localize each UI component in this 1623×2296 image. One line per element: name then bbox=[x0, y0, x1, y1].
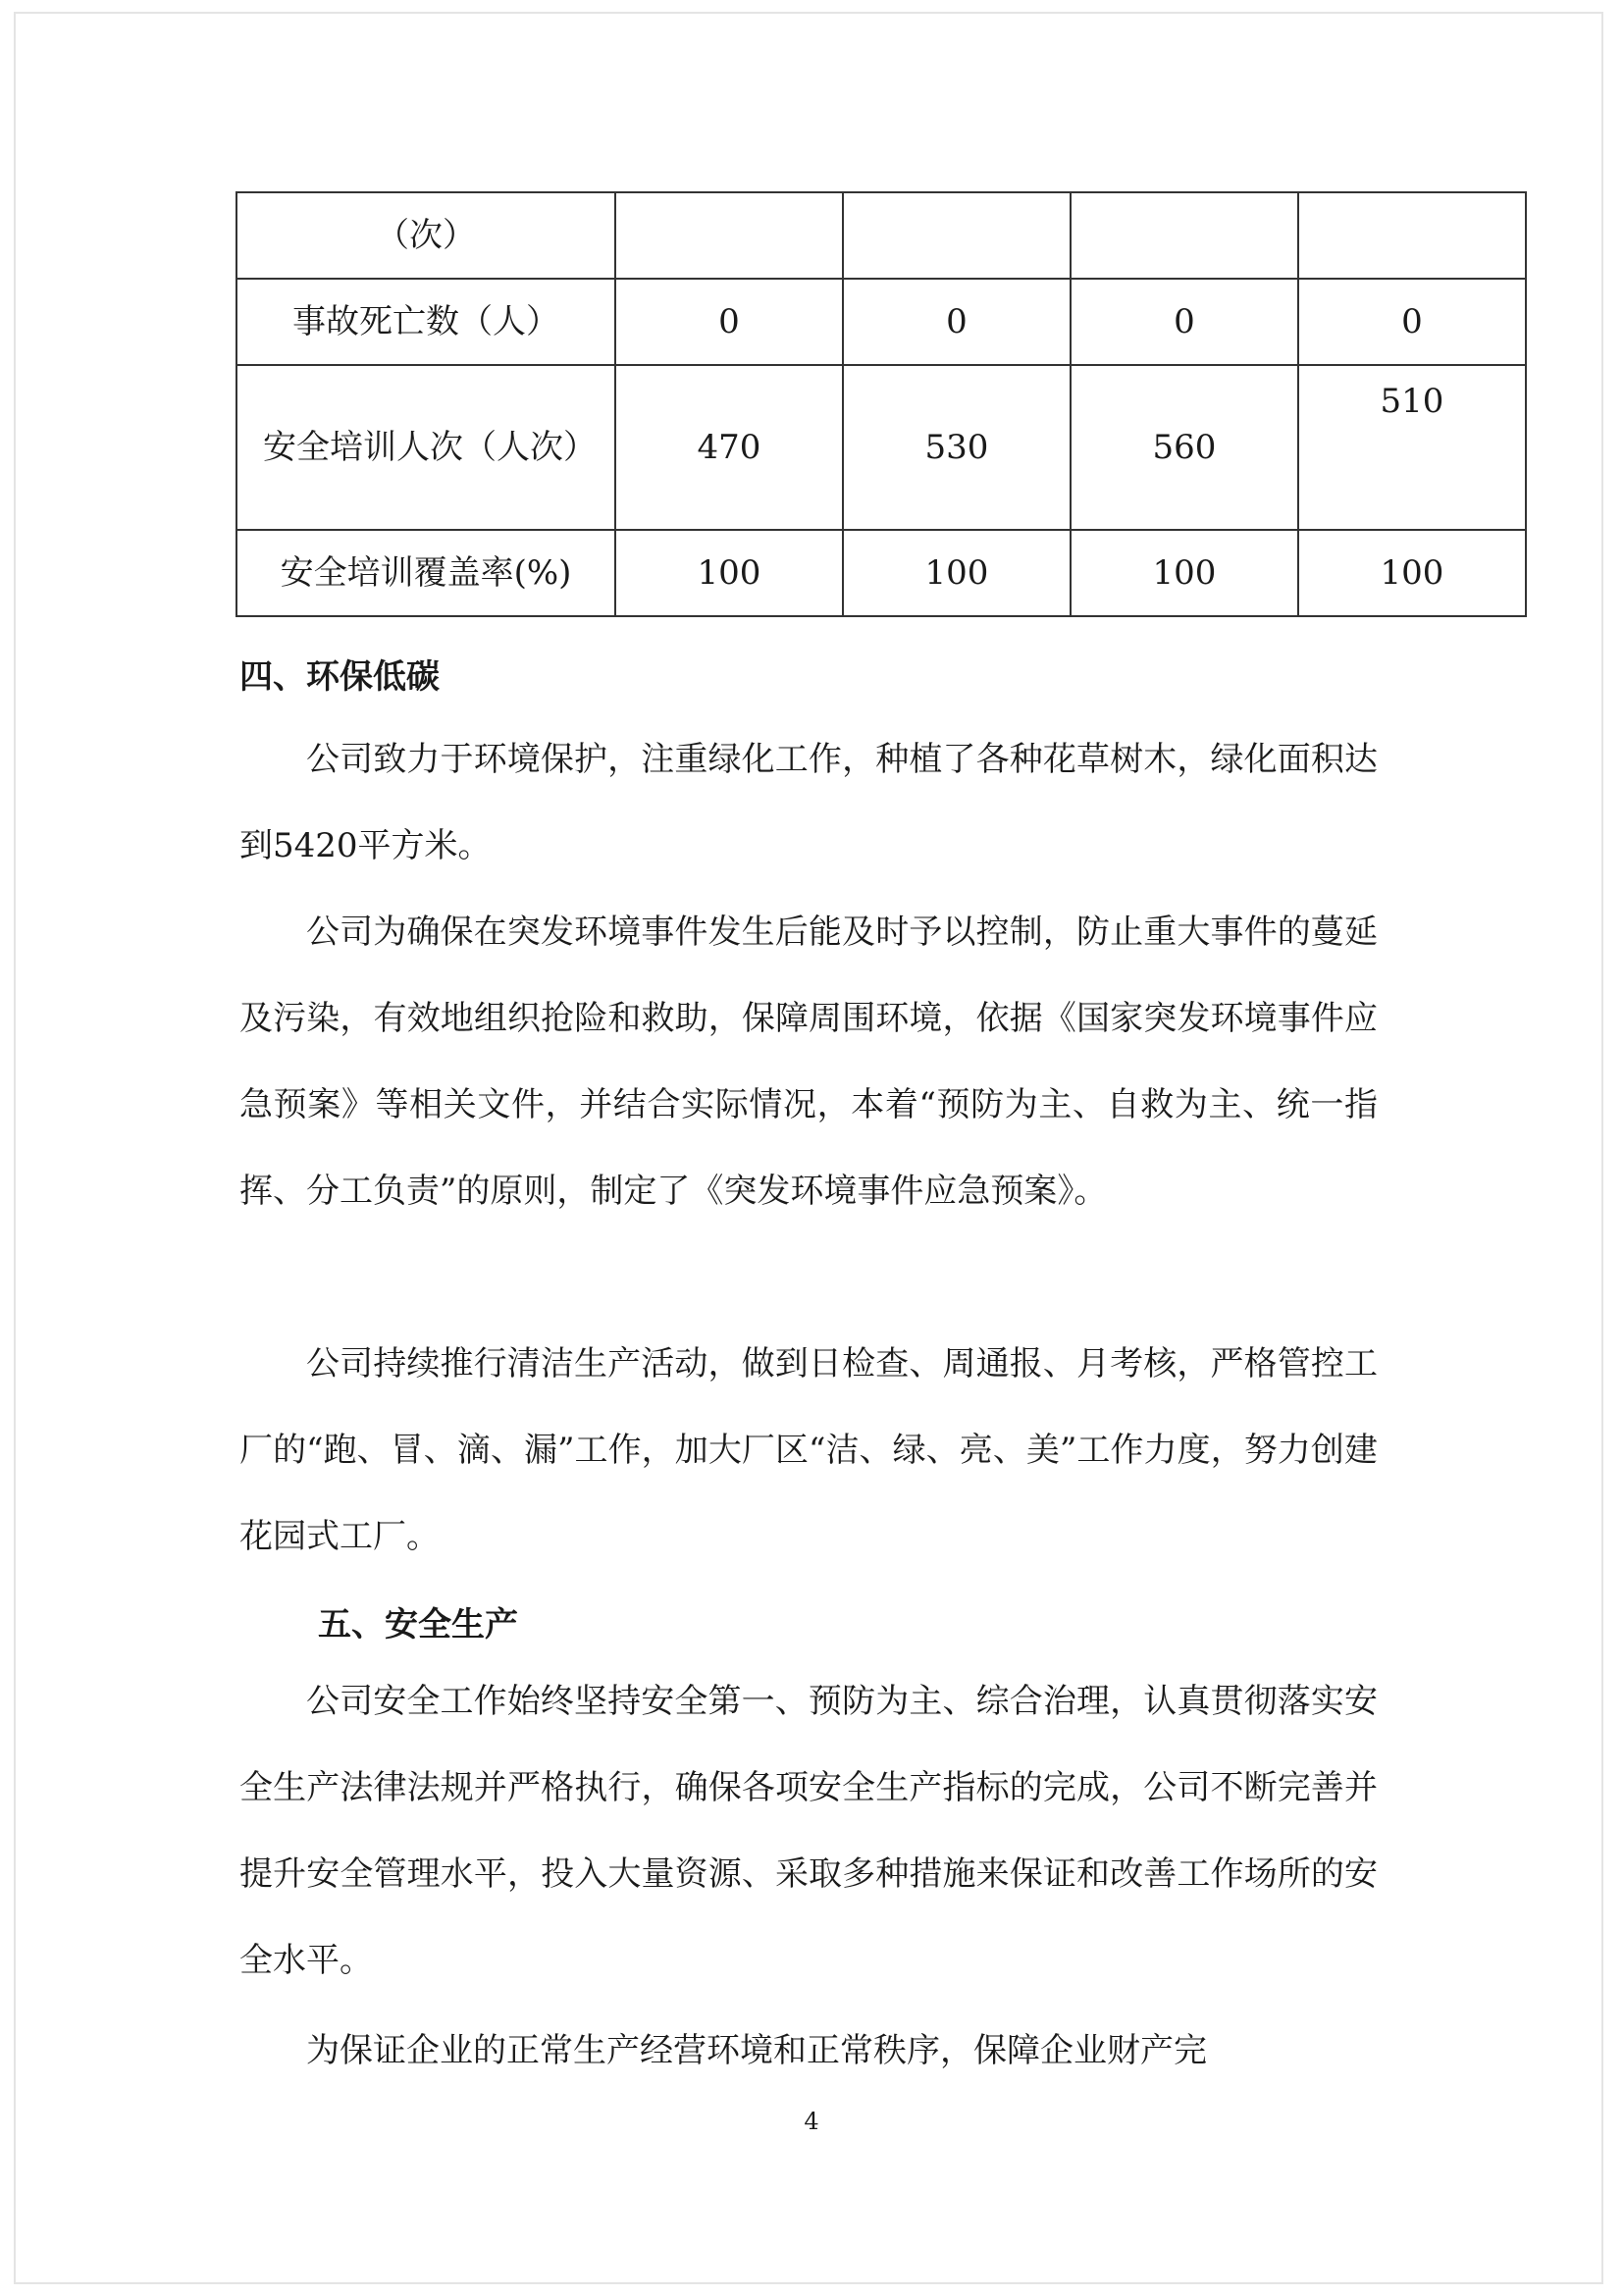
paragraph: 为保证企业的正常生产经营环境和正常秩序，保障企业财产完 bbox=[306, 2031, 1207, 2070]
table-cell: 100 bbox=[843, 530, 1071, 616]
table-cell: 0 bbox=[843, 279, 1071, 365]
row-label: （次） bbox=[236, 192, 615, 279]
table-cell: 100 bbox=[615, 530, 843, 616]
table-cell: 100 bbox=[1298, 530, 1526, 616]
row-label: 安全培训覆盖率(%) bbox=[236, 530, 615, 616]
paragraph: 公司为确保在突发环境事件发生后能及时予以控制，防止重大事件的蔓延及污染，有效地组织抢险和救助，保障周围环境，依据《国家突发环境事件应急预案》等相关文件，并结合实际情况，本着“预防为主、自救为主、统一指挥、分工负责”的原则，制定了《突发环境事件应急预案》。 bbox=[239, 913, 1378, 1211]
paragraph: 公司致力于环境保护，注重绿化工作，种植了各种花草树木，绿化面积达到5420平方米。 bbox=[239, 740, 1378, 865]
table-cell bbox=[843, 192, 1071, 279]
row-label: 安全培训人次（人次） bbox=[236, 365, 615, 530]
table-row bbox=[236, 279, 1526, 365]
table-cell: 470 bbox=[615, 365, 843, 530]
table-cell: 0 bbox=[1298, 279, 1526, 365]
section-heading-environment: 四、环保低碳 bbox=[239, 657, 440, 697]
paragraph: 公司安全工作始终坚持安全第一、预防为主、综合治理，认真贯彻落实安全生产法律法规并严格执行，确保各项安全生产指标的完成，公司不断完善并提升安全管理水平，投入大量资源、采取多种措施来保证和改善工作场所的安全水平。 bbox=[239, 1682, 1378, 1980]
table-cell: 100 bbox=[1071, 530, 1298, 616]
table-row bbox=[236, 192, 1526, 279]
paragraph: 公司持续推行清洁生产活动，做到日检查、周通报、月考核，严格管控工厂的“跑、冒、滴、漏”工作，加大厂区“洁、绿、亮、美”工作力度，努力创建花园式工厂。 bbox=[239, 1344, 1378, 1556]
safety-stats-table bbox=[236, 191, 1527, 617]
section-heading-safety: 五、安全生产 bbox=[318, 1605, 518, 1644]
table-cell bbox=[615, 192, 843, 279]
table-cell: 560 bbox=[1071, 365, 1298, 530]
table-cell: 510 bbox=[1298, 365, 1526, 530]
table-cell bbox=[1298, 192, 1526, 279]
table-cell: 0 bbox=[615, 279, 843, 365]
page-number: 4 bbox=[804, 2108, 819, 2135]
table-cell bbox=[1071, 192, 1298, 279]
row-label: 事故死亡数（人） bbox=[236, 279, 615, 365]
table-cell: 530 bbox=[843, 365, 1071, 530]
table-row bbox=[236, 530, 1526, 616]
table-cell: 0 bbox=[1071, 279, 1298, 365]
table-row bbox=[236, 365, 1526, 530]
